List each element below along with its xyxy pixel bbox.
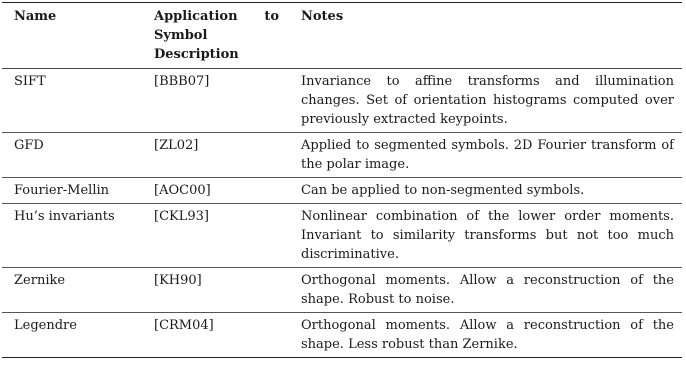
header-application: Application to Symbol Description (154, 9, 279, 62)
cell-application: [BBB07] (154, 74, 210, 89)
cell-notes: Applied to segmented symbols. 2D Fourier transform of the polar image. (301, 138, 674, 172)
cell-application: [ZL02] (154, 138, 199, 153)
cell-notes: Orthogonal moments. Allow a reconstruction of the shape. Less robust than Zernike. (301, 318, 674, 352)
cell-name: Legendre (14, 318, 77, 333)
table-header (2, 3, 682, 69)
cell-notes: Can be applied to non-segmented symbols. (301, 183, 585, 198)
descriptor-table (2, 2, 682, 358)
cell-application: [CKL93] (154, 209, 209, 224)
cell-name: Hu’s invariants (14, 209, 115, 224)
table-row (2, 69, 682, 133)
cell-name: Fourier-Mellin (14, 183, 110, 198)
table-row (2, 133, 682, 178)
cell-name: GFD (14, 138, 44, 153)
cell-application: [CRM04] (154, 318, 214, 333)
cell-application: [AOC00] (154, 183, 211, 198)
cell-notes: Invariance to affine transforms and illumination changes. Set of orientation histograms computed over previously extracted keypoints. (301, 74, 674, 127)
table-row (2, 268, 682, 313)
table-row (2, 178, 682, 204)
header-notes: Notes (301, 9, 344, 24)
table-body (2, 69, 682, 358)
cell-application: [KH90] (154, 273, 202, 288)
header-name: Name (14, 9, 57, 24)
header-row (2, 3, 682, 69)
table-row (2, 204, 682, 268)
cell-name: SIFT (14, 74, 46, 89)
cell-notes: Orthogonal moments. Allow a reconstruction of the shape. Robust to noise. (301, 273, 674, 307)
table-row (2, 313, 682, 358)
cell-notes: Nonlinear combination of the lower order moments. Invariant to similarity transforms but not too much discriminative. (301, 209, 674, 262)
cell-name: Zernike (14, 273, 66, 288)
